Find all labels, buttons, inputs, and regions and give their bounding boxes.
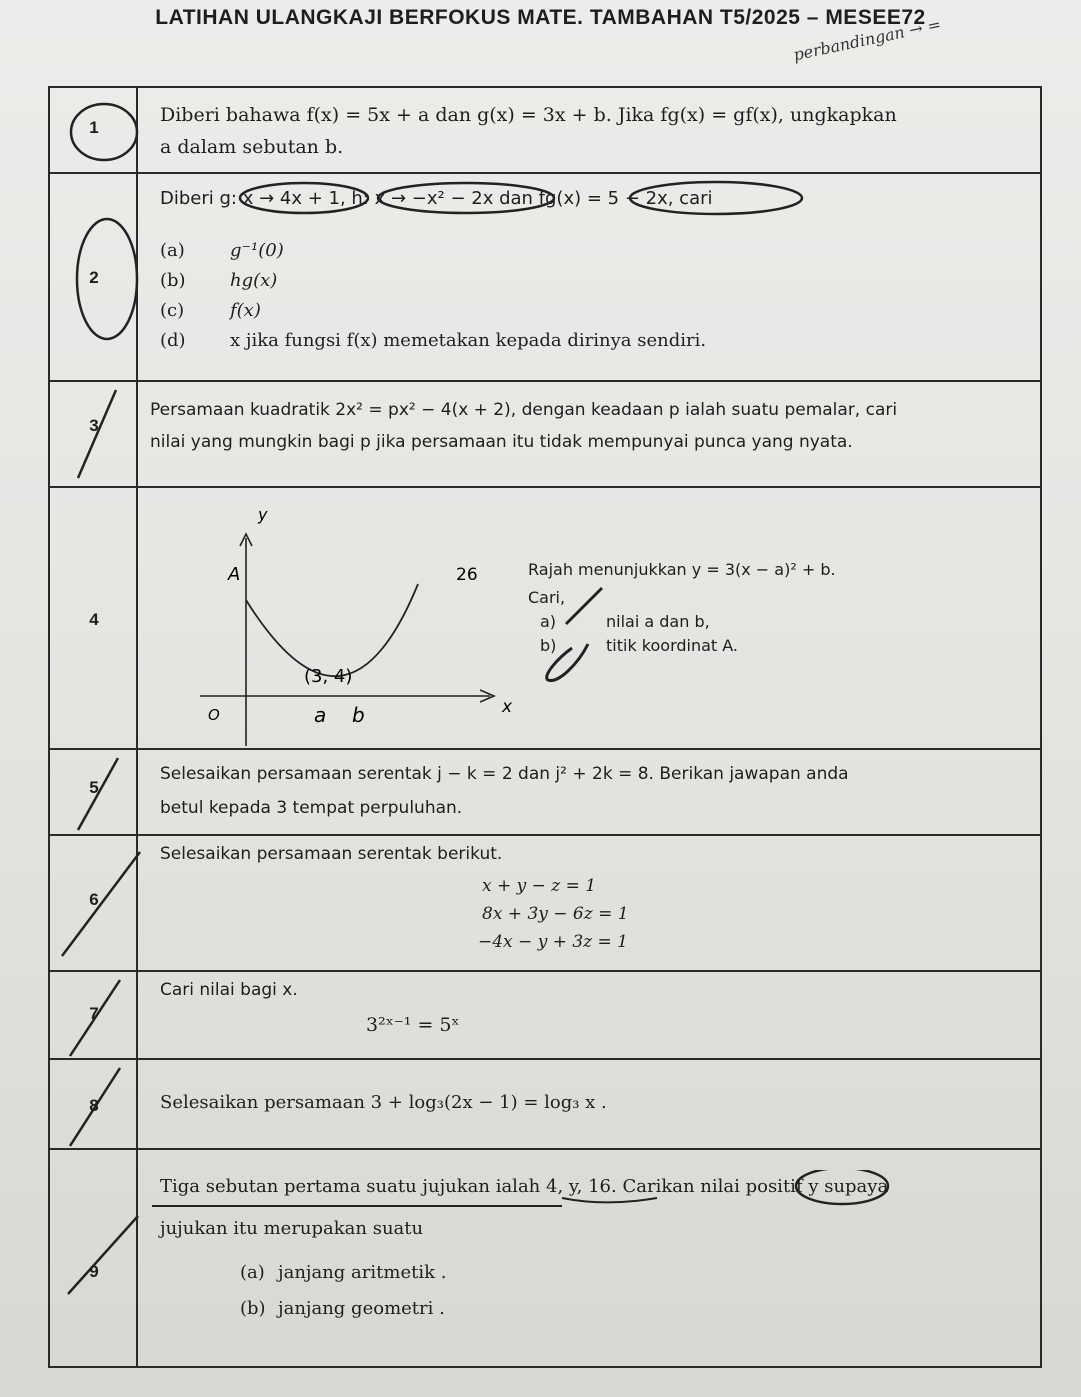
question-number: 2 [89, 268, 99, 287]
question-table [48, 86, 1042, 1368]
hand-underline-icon [152, 1170, 972, 1220]
question-text: Selesaikan persamaan serentak j − k = 2 dan j² + 2k = 8. Berikan jawapan anda [160, 764, 849, 784]
part-text: x jika fungsi f(x) memetakan kepada dirinya sendiri. [230, 330, 707, 351]
question-8-row [50, 1060, 1040, 1150]
question-number: 5 [89, 778, 99, 797]
question-text: nilai yang mungkin bagi p jika persamaan itu tidak mempunyai punca yang nyata. [150, 432, 853, 452]
question-text: Tiga sebutan pertama suatu jujukan ialah 4, y, 16. Carikan nilai positif y supaya [160, 1176, 889, 1197]
part-text: janjang aritmetik . [278, 1262, 447, 1283]
question-number: 3 [89, 416, 99, 435]
part-text: g⁻¹(0) [230, 240, 284, 261]
part-text: hg(x) [230, 270, 278, 291]
question-ask: Cari, [528, 588, 566, 607]
equation-line: −4x − y + 3z = 1 [478, 932, 628, 952]
tick-mark-icon [60, 1210, 150, 1310]
y-intercept-label: 26 [456, 565, 478, 585]
question-3-row [50, 382, 1040, 488]
question-number: 4 [89, 610, 99, 629]
question-text: Rajah menunjukkan y = 3(x − a)² + b. [528, 560, 836, 579]
part-text: nilai a dan b, [606, 612, 710, 631]
part-label: (b) [240, 1298, 266, 1319]
vertex-label: (3, 4) [304, 666, 353, 687]
part-label: (c) [160, 300, 185, 321]
parabola-curve [246, 584, 418, 676]
part-label: b) [540, 636, 557, 655]
question-text: Persamaan kuadratik 2x² = px² − 4(x + 2), dengan keadaan p ialah suatu pemalar, cari [150, 400, 898, 420]
part-text: f(x) [230, 300, 261, 321]
equation-line: 8x + 3y − 6z = 1 [482, 904, 629, 924]
question-number: 8 [89, 1096, 99, 1115]
equation-line: x + y − z = 1 [482, 876, 597, 896]
question-intro: Diberi g: x → 4x + 1, h: x → −x² − 2x dan fg(x) = 5 − 2x, cari [160, 188, 713, 209]
question-intro: Cari nilai bagi x. [160, 980, 298, 1000]
tick-mark-icon [528, 584, 608, 694]
question-1-row [50, 88, 1040, 174]
part-label: a) [540, 612, 557, 631]
question-6-row [50, 836, 1040, 972]
part-text: janjang geometri . [278, 1298, 445, 1319]
equation-line: 3²ˣ⁻¹ = 5ˣ [366, 1014, 460, 1036]
part-label: (d) [160, 330, 186, 351]
handwritten-annotation: perbandingan → = [791, 14, 943, 65]
question-number: 6 [89, 890, 99, 909]
question-number: 1 [89, 118, 99, 137]
question-intro: Selesaikan persamaan serentak berikut. [160, 844, 503, 864]
y-axis-label: y [258, 505, 268, 524]
question-number: 9 [89, 1262, 99, 1281]
part-label: (b) [160, 270, 186, 291]
question-5-row [50, 750, 1040, 836]
question-2-row [50, 174, 1040, 382]
handwritten-b: b [352, 703, 365, 727]
x-axis-label: x [502, 697, 513, 717]
part-text: titik koordinat A. [606, 636, 739, 655]
handwritten-a: a [314, 703, 327, 727]
question-text: betul kepada 3 tempat perpuluhan. [160, 798, 463, 818]
hand-circled-terms-icon [236, 178, 806, 218]
question-number: 7 [89, 1004, 99, 1023]
question-9-row [50, 1150, 1040, 1368]
question-text: jujukan itu merupakan suatu [160, 1218, 424, 1239]
page-title: LATIHAN ULANGKAJI BERFOKUS MATE. TAMBAHAN T5/2025 – MESEE72 [155, 6, 926, 29]
question-4-row [50, 488, 1040, 750]
part-label: (a) [240, 1262, 265, 1283]
question-text: Selesaikan persamaan 3 + log₃(2x − 1) = log₃ x . [160, 1092, 607, 1113]
origin-label: O [208, 706, 220, 724]
parabola-graph [180, 498, 570, 748]
part-label: (a) [160, 240, 185, 261]
question-7-row [50, 972, 1040, 1060]
question-text: Diberi bahawa f(x) = 5x + a dan g(x) = 3x + b. Jika fg(x) = gf(x), ungkapkan [160, 104, 897, 126]
point-a-label: A [228, 564, 241, 585]
question-text: a dalam sebutan b. [160, 136, 344, 158]
